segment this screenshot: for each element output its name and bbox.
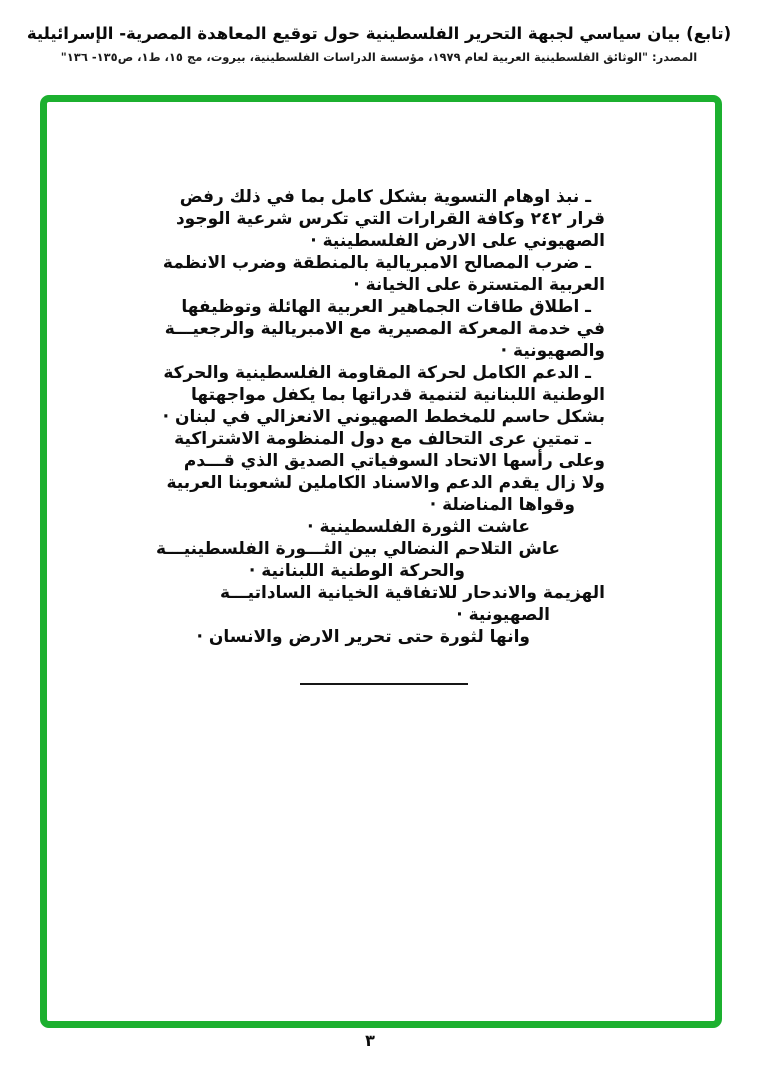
body-line: ـ الدعم الكامل لحركة المقاومة الفلسطينية والحركة	[163, 363, 591, 383]
body-line: العربية المتسترة على الخيانة ·	[353, 275, 605, 295]
body-line: ـ ضرب المصالح الامبريالية بالمنطقة وضرب الانظمة	[162, 253, 591, 273]
document-title: (تابع) بيان سياسي لجبهة التحرير الفلسطينية حول توقيع المعاهدة المصرية- الإسرائيلية	[26, 24, 732, 43]
body-line: الصهيوني على الارض الفلسطينية ·	[310, 231, 605, 251]
body-line: وانها لثورة حتى تحرير الارض والانسان ·	[196, 627, 530, 647]
body-line: ـ نبذ اوهام التسوية بشكل كامل بما في ذلك رفض	[179, 187, 591, 207]
body-text-block	[145, 186, 605, 648]
section-divider-line	[300, 683, 468, 685]
body-line: عاشت الثورة الفلسطينية ·	[307, 517, 530, 537]
body-line: والحركة الوطنية اللبنانية ·	[248, 561, 465, 581]
body-line: وعلى رأسها الاتحاد السوفياتي الصديق الذي قـــدم	[183, 451, 605, 471]
document-header	[0, 24, 758, 64]
body-line: عاش التلاحم النضالي بين الثـــورة الفلسطينيـــة	[155, 539, 560, 559]
body-line: في خدمة المعركة المصيرية مع الامبريالية والرجعيـــة	[164, 319, 605, 339]
body-line: ـ تمتين عرى التحالف مع دول المنظومة الاشتراكية	[174, 429, 591, 449]
body-line: الهزيمة والاندحار للاتفاقية الخيانية الساداتيـــة	[219, 583, 605, 603]
body-line: وقواها المناضلة ·	[429, 495, 575, 515]
page-number: ٣	[365, 1031, 375, 1050]
source-citation: المصدر: "الوثائق الفلسطينية العربية لعام ١٩٧٩، مؤسسة الدراسات الفلسطينية، بيروت، مج ١٥، ط١، ص١٣٥- ١٣٦"	[60, 50, 698, 64]
body-line: الصهيونية ·	[456, 605, 550, 625]
body-line: قرار ٢٤٢ وكافة القرارات التي تكرس شرعية الوجود	[175, 209, 605, 229]
body-line: الوطنية اللبنانية لتنمية قدراتها بما يكفل مواجهتها	[191, 385, 605, 405]
body-line: ـ اطلاق طاقات الجماهير العربية الهائلة وتوظيفها	[181, 297, 591, 317]
body-line: ولا زال يقدم الدعم والاسناد الكاملين لشعوبنا العربية	[166, 473, 605, 493]
body-line: والصهيونية ·	[500, 341, 605, 361]
body-line: بشكل حاسم للمخطط الصهيوني الانعزالي في لبنان ·	[162, 407, 605, 427]
